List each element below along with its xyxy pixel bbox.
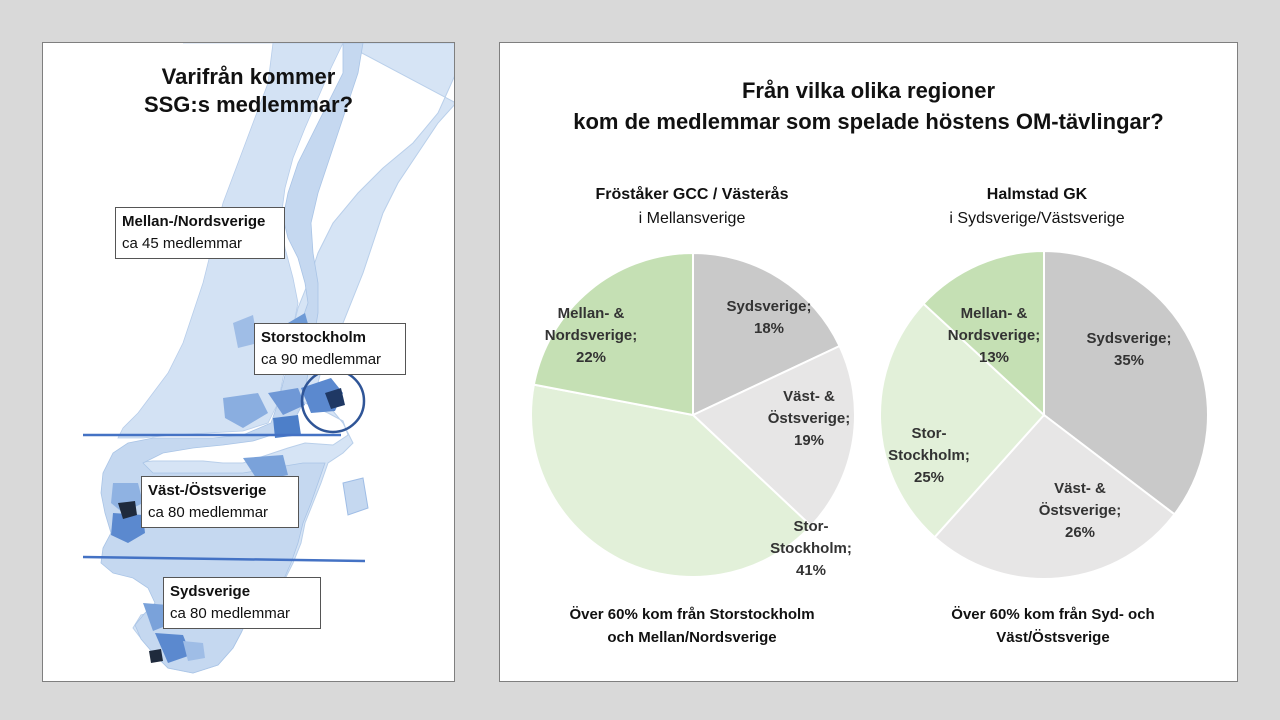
pie-charts — [500, 43, 1237, 681]
malmo-dark — [149, 649, 163, 663]
map-title-line1: Varifrån kommer — [161, 64, 336, 89]
map-patch — [343, 478, 368, 515]
chart-panel — [499, 42, 1238, 682]
region-label-storstockholm — [254, 323, 406, 375]
pie1-title: Fröståker GCC / Västerås — [595, 186, 789, 203]
pie2-title: Halmstad GK — [986, 186, 1088, 203]
chart-title-line2: kom de medlemmar som spelade höstens OM-tävlingar? — [573, 109, 1164, 134]
pie2-slice-label-0: Sydsverige; 35% — [1086, 330, 1172, 369]
pie1-note — [532, 603, 852, 649]
pie1-note-line1: Över 60% kom från Storstockholm — [569, 606, 815, 623]
chart-title-line1: Från vilka olika regioner — [741, 78, 996, 103]
pie2-note — [893, 603, 1213, 649]
region-count: ca 80 medlemmar — [148, 504, 269, 521]
map-title — [43, 63, 454, 119]
region-label-mellan-nord — [115, 207, 285, 259]
map-panel — [42, 42, 455, 682]
pie1-subtitle: i Mellansverige — [638, 210, 746, 227]
region-label-sydsverige — [163, 577, 321, 629]
pie2-slice-label-2: Stor-Stockholm; 25% — [888, 425, 970, 486]
pie2-slice-label-1: Väst- & Östsverige; 26% — [1038, 480, 1122, 541]
pie2-note-line2: Väst/Östsverige — [996, 629, 1110, 646]
map-title-line2: SSG:s medlemmar? — [143, 92, 354, 117]
pie2-subtitle: i Sydsverige/Västsverige — [949, 210, 1125, 227]
pie1-note-line2: och Mellan/Nordsverige — [607, 629, 777, 646]
pie2-note-line1: Över 60% kom från Syd- och — [951, 606, 1155, 623]
pie1-slice-label-0: Sydsverige; 18% — [726, 298, 812, 337]
pie1-slice-label-3: Mellan- & Nordsverige; 22% — [544, 305, 638, 366]
region-count: ca 45 medlemmar — [122, 235, 243, 252]
region-name: Väst-/Östsverige — [148, 482, 267, 499]
region-name: Storstockholm — [261, 329, 367, 346]
region-name: Sydsverige — [170, 583, 251, 600]
pie1-slice-label-1: Väst- & Östsverige; 19% — [767, 388, 851, 449]
pie2-slice-label-3: Mellan- & Nordsverige; 13% — [947, 305, 1041, 366]
region-label-vast-ost — [141, 476, 299, 528]
region-count: ca 90 medlemmar — [261, 351, 382, 368]
region-count: ca 80 medlemmar — [170, 605, 291, 622]
region-name: Mellan-/Nordsverige — [122, 213, 266, 230]
pie1-slice-label-2: Stor-Stockholm; 41% — [770, 518, 852, 579]
